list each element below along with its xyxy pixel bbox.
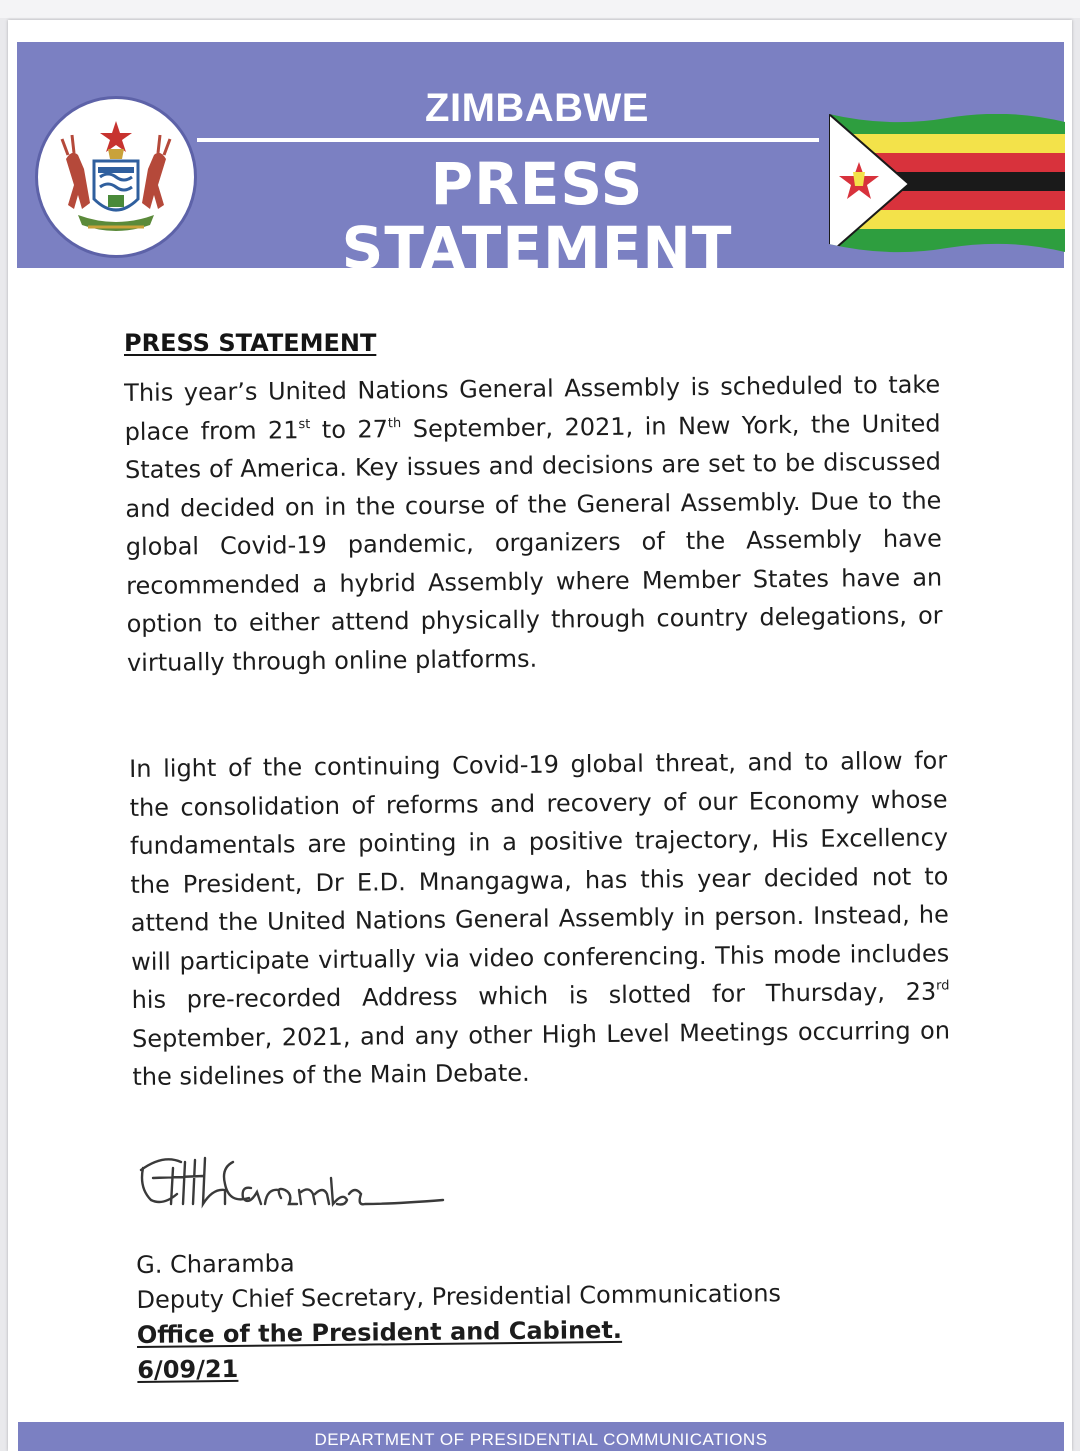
ordinal-st: st [298,416,311,432]
paragraph-1-text-a: This year’s United Nations General Assembly is scheduled to take place from 21 [124,370,941,446]
country-name: ZIMBABWE [425,86,649,130]
signature-icon [133,1148,463,1218]
coat-of-arms-icon [38,99,194,255]
signatory-title: Deputy Chief Secretary, Presidential Communications [136,1279,782,1314]
press-statement-page [8,20,1072,1451]
banner-title-line1: PRESS [430,150,644,218]
paragraph-2 [129,741,951,1096]
banner-divider [197,138,819,142]
coat-of-arms-emblem [35,96,197,258]
paragraph-2-text-a: In light of the continuing Covid-19 global threat, and to allow for the consolidation of reforms and recovery of our Economy whose fundamentals are pointing in a positive trajectory, His Excellency the President, Dr E.D. Mnangagwa, has this year decided not to attend the United Nations General Assembly in person. Instead, he will participate virtually via video conferencing. This mode includes his pre-recorded Address which is slotted for Thursday, 23 [129,746,950,1014]
ordinal-rd: rd [936,978,950,994]
screenshot-top-strip [0,0,1080,18]
ordinal-th: th [387,415,402,431]
zimbabwe-flag-icon [829,114,1065,260]
paragraph-1-text-c: September, 2021, in New York, the United States of America. Key issues and decisions are set to be discussed and decided on in the course of the General Assembly. Due to the global Covid-19 pandemic, organizers of the Assembly have recommended a hybrid Assembly where Member States have an option to either attend physically through country delegations, or virtually through online platforms. [124,408,943,677]
paragraph-2-text-b: September, 2021, and any other High Level Meetings occurring on the sidelines of the Main Debate. [131,1015,951,1091]
signatory-name: G. Charamba [136,1249,295,1279]
statement-heading: PRESS STATEMENT [124,329,377,357]
signatory-block [136,1241,782,1388]
handwritten-signature [133,1148,463,1223]
paragraph-1 [124,365,943,682]
statement-date: 6/09/21 [137,1354,239,1384]
header-banner [17,42,1064,282]
banner-title-line2: STATEMENT [341,214,733,282]
footer-banner: DEPARTMENT OF PRESIDENTIAL COMMUNICATIONS [18,1422,1064,1451]
paragraph-1-text-b: to 27 [310,414,389,444]
office-name: Office of the President and Cabinet. [136,1315,623,1349]
